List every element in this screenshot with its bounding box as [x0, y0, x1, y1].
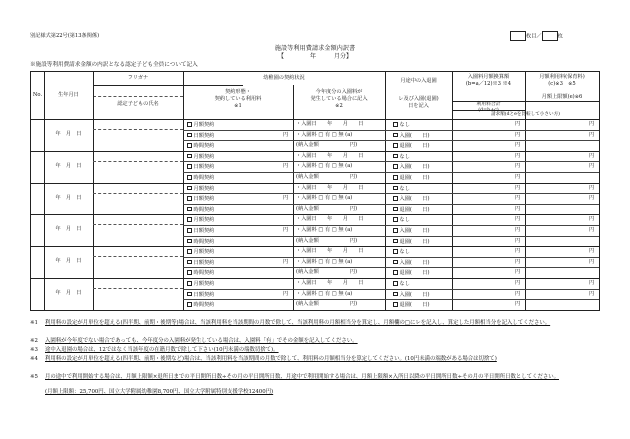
child-name-field[interactable] — [93, 288, 183, 310]
monthly-conv-yen: 円 — [515, 184, 521, 191]
daily-contract-checkbox[interactable] — [187, 164, 192, 169]
header-total-line2: (d=b+c) — [478, 107, 499, 113]
child-name-field[interactable] — [93, 161, 183, 183]
midyear-leave-checkbox[interactable] — [393, 175, 398, 180]
midyear-none-label: なし — [399, 185, 410, 192]
claim-yen: 円 — [515, 174, 521, 180]
note-mark: ※5 — [30, 374, 38, 380]
daily-contract-label: 日額契約 — [193, 196, 215, 203]
header-midyear-mark-line2: 日を記入 — [408, 102, 429, 109]
hourly-contract-option[interactable] — [187, 270, 214, 276]
hourly-contract-checkbox[interactable] — [187, 175, 192, 180]
midyear-none-option[interactable] — [393, 186, 410, 192]
daily-contract-checkbox[interactable] — [187, 260, 192, 265]
monthly-contract-label: 月額契約 — [193, 280, 215, 287]
midyear-none-checkbox[interactable] — [393, 249, 398, 254]
header-no: No. — [32, 92, 43, 98]
header-monthly-conv — [452, 74, 525, 88]
monthly-contract-checkbox[interactable] — [187, 154, 192, 159]
row-no[interactable] — [31, 183, 44, 215]
hourly-contract-label: 時間契約 — [193, 206, 215, 213]
midyear-leave-checkbox[interactable] — [393, 239, 398, 244]
cap-amounts-note: (月額上限額：25,700円、国立大学附属幼稚園8,700円、国立大学附属特別支援学校12400円) — [45, 389, 274, 395]
sub-row-line — [183, 225, 599, 226]
total-yen: 円 — [515, 195, 521, 202]
row-no[interactable] — [31, 151, 44, 183]
hourly-contract-checkbox[interactable] — [187, 270, 192, 275]
midyear-enter-option[interactable] — [393, 292, 430, 298]
furigana-field[interactable] — [93, 151, 183, 161]
daily-contract-label: 日額契約 — [193, 164, 215, 171]
period-line — [0, 53, 630, 61]
total-yen: 円 — [515, 163, 521, 170]
header-contract-form — [183, 89, 293, 109]
daily-contract-label: 日額契約 — [193, 227, 215, 234]
hourly-contract-label: 時間契約 — [193, 302, 215, 309]
form-code: 別記様式第22号(第13条関係) — [30, 33, 100, 39]
monthly-fee-yen: 円 — [589, 248, 595, 255]
claim-yen: 円 — [515, 142, 521, 149]
payment-amount-field[interactable]: (納入金額 円) — [296, 205, 358, 212]
monthly-contract-label: 月額契約 — [193, 121, 215, 128]
birth-date[interactable]: 年 月 日 — [55, 131, 82, 137]
sub-row-line — [183, 289, 599, 290]
midyear-none-option[interactable] — [393, 281, 410, 287]
page-number-box[interactable] — [510, 31, 526, 41]
cap-yen: 円 — [589, 195, 595, 202]
entry-fee-option[interactable]: ・入園料 □ 有 □ 無 (a) — [296, 227, 353, 233]
sub-row-line — [183, 130, 599, 131]
entry-date-field[interactable]: ・入園日 年 月 日 — [296, 152, 364, 159]
header-midyear-group: 月途中の入退園 — [400, 78, 437, 84]
header-monthly-conv-line1: 入園料月額換算額 — [467, 74, 510, 80]
instruction: ※施設等利用費請求金額の内訳となる認定子ども全員について記入 — [30, 62, 198, 68]
header-fiscal-line2: 発生している場合に記入 — [310, 95, 368, 102]
monthly-conv-yen: 円 — [515, 121, 521, 127]
period-open: 【 — [277, 53, 284, 60]
furigana-field[interactable] — [93, 214, 183, 224]
daily-contract-checkbox[interactable] — [187, 196, 192, 201]
midyear-none-label: なし — [399, 121, 410, 128]
entry-fee-option[interactable]: ・入園料 □ 有 □ 無 (a) — [296, 131, 353, 138]
hourly-contract-label: 時間契約 — [193, 238, 215, 245]
midyear-enter-option[interactable] — [393, 228, 430, 234]
child-name-field[interactable] — [93, 224, 183, 246]
monthly-contract-label: 月額契約 — [193, 249, 215, 256]
payment-amount-field[interactable]: (納入金額 円) — [296, 142, 358, 149]
midyear-none-checkbox[interactable] — [393, 122, 398, 127]
monthly-conv-yen: 円 — [515, 248, 521, 255]
midyear-none-label: なし — [399, 280, 410, 287]
midyear-leave-checkbox[interactable] — [393, 270, 398, 275]
midyear-none-option[interactable] — [393, 122, 410, 128]
entry-date-field[interactable]: ・入園日 年 月 日 — [296, 121, 364, 127]
hourly-contract-option[interactable] — [187, 239, 214, 245]
payment-amount-field[interactable]: (納入金額 円) — [296, 237, 358, 244]
header-child-name: 認定子どもの氏名 — [117, 101, 159, 107]
daily-contract-checkbox[interactable] — [187, 133, 192, 138]
row-no[interactable] — [31, 119, 44, 151]
midyear-enter-checkbox[interactable] — [393, 133, 398, 138]
claim-line — [525, 140, 599, 141]
midyear-none-option[interactable] — [393, 217, 410, 223]
midyear-enter-label: 入園( 日) — [399, 132, 430, 139]
birth-date[interactable]: 年 月 日 — [55, 290, 82, 296]
midyear-none-label: なし — [399, 217, 410, 224]
header-monthly-fee-line1: 月額利用料(保育料) — [539, 74, 585, 80]
contract-yen-unit: 円 — [283, 131, 289, 138]
midyear-leave-option[interactable] — [393, 175, 430, 181]
midyear-leave-option[interactable] — [393, 239, 430, 245]
midyear-leave-label: 退園( 日) — [399, 238, 430, 245]
monthly-contract-option[interactable] — [187, 154, 214, 160]
monthly-contract-checkbox[interactable] — [187, 186, 192, 191]
header-total-line1: 利用料合計 — [476, 102, 501, 107]
hourly-contract-option[interactable] — [187, 207, 214, 213]
header-contract-form-line3: ※1 — [234, 102, 242, 109]
monthly-contract-checkbox[interactable] — [187, 281, 192, 286]
total-yen: 円 — [515, 258, 521, 265]
header-fiscal-line1: 今年度分の入園料が — [315, 89, 363, 95]
page-counter — [510, 31, 563, 41]
header-birth: 生年月日 — [58, 92, 79, 98]
cap-yen: 円 — [589, 290, 595, 297]
total-yen: 円 — [515, 227, 521, 233]
child-name-field[interactable] — [93, 193, 183, 215]
entry-fee-option[interactable]: ・入園料 □ 有 □ 無 (a) — [296, 258, 353, 265]
note-mark: ※1 — [30, 320, 38, 326]
monthly-contract-label: 月額契約 — [193, 185, 215, 192]
midyear-enter-option[interactable] — [393, 164, 430, 170]
daily-contract-option[interactable] — [187, 228, 214, 234]
page-counter-suffix1: 枚目／ — [526, 33, 542, 40]
monthly-contract-option[interactable] — [187, 249, 214, 255]
monthly-contract-checkbox[interactable] — [187, 122, 192, 127]
payment-amount-field[interactable]: (納入金額 円) — [296, 269, 358, 276]
page-total-box[interactable] — [542, 31, 558, 41]
daily-contract-option[interactable] — [187, 292, 214, 298]
cap-yen: 円 — [589, 163, 595, 170]
midyear-leave-label: 退園( 日) — [399, 302, 430, 309]
hourly-contract-checkbox[interactable] — [187, 302, 192, 307]
midyear-enter-checkbox[interactable] — [393, 228, 398, 233]
header-contract-group: 幼稚園の契約状況 — [263, 75, 305, 81]
midyear-enter-checkbox[interactable] — [393, 196, 398, 201]
page-counter-suffix2: 枚 — [557, 33, 563, 40]
hourly-contract-checkbox[interactable] — [187, 207, 192, 212]
note-mark: ※2 — [30, 338, 38, 344]
claim-line — [525, 236, 599, 237]
note-text: 途中入退園の場合は、12ではなく当該年度の在籍月数で除して下さい(10円未満の端数切捨て)。 — [45, 347, 279, 353]
hourly-contract-option[interactable] — [187, 302, 214, 308]
midyear-leave-option[interactable] — [393, 143, 430, 149]
midyear-none-checkbox[interactable] — [393, 186, 398, 191]
midyear-leave-label: 退園( 日) — [399, 174, 430, 181]
midyear-leave-checkbox[interactable] — [393, 207, 398, 212]
payment-amount-field[interactable]: (納入金額 円) — [296, 174, 358, 180]
monthly-fee-yen: 円 — [589, 280, 595, 286]
entry-date-field[interactable]: ・入園日 年 月 日 — [296, 280, 364, 286]
daily-contract-option[interactable] — [187, 164, 214, 170]
daily-contract-option[interactable] — [187, 133, 214, 139]
daily-contract-option[interactable] — [187, 260, 214, 266]
midyear-leave-option[interactable] — [393, 207, 430, 213]
claim-line — [525, 204, 599, 205]
midyear-leave-option[interactable] — [393, 302, 430, 308]
header-monthly-fee — [525, 74, 599, 88]
contract-yen-unit: 円 — [283, 195, 289, 202]
monthly-contract-option[interactable] — [187, 217, 214, 223]
payment-amount-field[interactable]: (納入金額 円) — [296, 301, 358, 308]
contract-yen-unit: 円 — [283, 227, 289, 233]
page-title: 施設等利用費請求金額内訳書 — [274, 45, 356, 52]
midyear-none-label: なし — [399, 153, 410, 160]
entry-fee-option[interactable]: ・入園料 □ 有 □ 無 (a) — [296, 290, 353, 297]
birth-date[interactable]: 年 月 日 — [55, 162, 82, 169]
claim-line — [525, 267, 599, 268]
contract-yen-unit: 円 — [283, 290, 289, 297]
header-midyear-mark — [385, 96, 452, 110]
monthly-contract-option[interactable] — [187, 122, 214, 128]
monthly-fee-yen: 円 — [589, 216, 595, 223]
daily-contract-label: 日額契約 — [193, 291, 215, 298]
midyear-none-checkbox[interactable] — [393, 154, 398, 159]
midyear-none-label: なし — [399, 249, 410, 256]
hourly-contract-label: 時間契約 — [193, 270, 215, 277]
claim-yen: 円 — [515, 205, 521, 212]
note-mark: ※3 — [30, 347, 38, 353]
note-mark: ※4 — [30, 356, 38, 362]
claim-yen: 円 — [515, 237, 521, 244]
midyear-enter-label: 入園( 日) — [399, 227, 430, 234]
monthly-contract-label: 月額契約 — [193, 217, 215, 224]
midyear-enter-label: 入園( 日) — [399, 164, 430, 171]
header-fiscal-line3: ※2 — [335, 102, 343, 109]
midyear-none-option[interactable] — [393, 154, 410, 160]
row-no[interactable] — [31, 278, 44, 310]
header-cap: 月額上限額(e)※6 — [541, 94, 583, 100]
entry-fee-option[interactable]: ・入園料 □ 有 □ 無 (a) — [296, 195, 353, 202]
total-yen: 円 — [515, 290, 521, 297]
midyear-leave-checkbox[interactable] — [393, 143, 398, 148]
cap-yen: 円 — [589, 131, 595, 138]
birth-date[interactable]: 年 月 日 — [55, 194, 82, 201]
furigana-field[interactable] — [93, 246, 183, 256]
header-monthly-conv-line2: (b=a／12)※3 ※4 — [465, 80, 512, 87]
claim-line — [525, 299, 599, 300]
contract-yen-unit: 円 — [283, 163, 289, 170]
midyear-enter-option[interactable] — [393, 196, 430, 202]
hourly-contract-label: 時間契約 — [193, 174, 215, 181]
midyear-enter-checkbox[interactable] — [393, 260, 398, 265]
midyear-enter-checkbox[interactable] — [393, 164, 398, 169]
birth-date[interactable]: 年 月 日 — [55, 226, 82, 233]
furigana-field[interactable] — [93, 183, 183, 193]
claim-yen: 円 — [515, 269, 521, 276]
midyear-none-checkbox[interactable] — [393, 217, 398, 222]
entry-fee-option[interactable]: ・入園料 □ 有 □ 無 (a) — [296, 163, 353, 170]
daily-contract-checkbox[interactable] — [187, 228, 192, 233]
total-yen: 円 — [515, 131, 521, 138]
monthly-conv-yen: 円 — [515, 152, 521, 159]
daily-contract-label: 日額契約 — [193, 132, 215, 139]
daily-contract-option[interactable] — [187, 196, 214, 202]
hourly-contract-checkbox[interactable] — [187, 143, 192, 148]
entry-date-field[interactable]: ・入園日 年 月 日 — [296, 248, 364, 255]
midyear-enter-label: 入園( 日) — [399, 196, 430, 203]
midyear-leave-label: 退園( 日) — [399, 143, 430, 150]
furigana-field[interactable] — [93, 278, 183, 288]
contract-yen-unit: 円 — [283, 258, 289, 265]
monthly-contract-option[interactable] — [187, 281, 214, 287]
monthly-contract-label: 月額契約 — [193, 153, 215, 160]
hourly-contract-checkbox[interactable] — [187, 239, 192, 244]
header-contract-form-line2: 契約している利用料 — [214, 95, 262, 102]
midyear-none-option[interactable] — [393, 249, 410, 255]
midyear-enter-checkbox[interactable] — [393, 292, 398, 297]
cap-yen: 円 — [589, 227, 595, 233]
row-no[interactable] — [31, 246, 44, 278]
entry-date-field[interactable]: ・入園日 年 月 日 — [296, 216, 364, 223]
midyear-none-checkbox[interactable] — [393, 281, 398, 286]
note-text: 月の途中で利用開始する場合は、月額上限額×退所日までの平日開所日数÷その月の平日開所日数、月途中で利用開始する場合は、月額上限額×入所日以降の平日開所日数÷その月の平日開所日数としてください。 — [45, 374, 560, 380]
hourly-contract-option[interactable] — [187, 175, 214, 181]
monthly-conv-yen: 円 — [515, 216, 521, 223]
sub-row-line — [183, 161, 599, 162]
monthly-fee-yen: 円 — [589, 121, 595, 127]
claim-line — [525, 172, 599, 173]
midyear-leave-option[interactable] — [393, 270, 430, 276]
daily-contract-label: 日額契約 — [193, 259, 215, 266]
monthly-contract-option[interactable] — [187, 186, 214, 192]
birth-date[interactable]: 年 月 日 — [55, 258, 82, 265]
monthly-fee-yen: 円 — [589, 184, 595, 191]
header-monthly-fee-line2: (c)※3 ※5 — [548, 80, 576, 87]
note-text: 利用料の設定が月単位を超える(四半期、前期・後期等)場合は、当該利用料を当該期間の月数で除して、当該利用料の月額相当分を算定し、月額欄の□にレを記入し、算定した月額相当分を記入してください。 — [45, 320, 551, 326]
entry-date-field[interactable]: ・入園日 年 月 日 — [296, 184, 364, 191]
hourly-contract-label: 時間契約 — [193, 143, 215, 150]
header-midyear-mark-line1: レ及び入園(退園) — [398, 96, 439, 102]
child-name-field[interactable] — [93, 256, 183, 278]
hourly-contract-option[interactable] — [187, 143, 214, 149]
note-text: 入園料が今年度でない場合であっても、今年度分の入園料が発生している場合は、入園料「有」でその金額を記入してください。 — [45, 338, 358, 344]
sub-row-line — [183, 257, 599, 258]
period-month: 月分】 — [334, 53, 353, 60]
furigana-field[interactable] — [93, 119, 183, 129]
monthly-fee-yen: 円 — [589, 152, 595, 159]
sub-row-line — [183, 193, 599, 194]
row-no[interactable] — [31, 214, 44, 246]
child-name-field[interactable] — [93, 129, 183, 151]
monthly-contract-checkbox[interactable] — [187, 249, 192, 254]
header-contract-form-line1: 契約形態・ — [225, 89, 251, 95]
midyear-leave-label: 退園( 日) — [399, 206, 430, 213]
header-claim: 請求額(dとeを比較して小さい方) — [491, 112, 560, 117]
midyear-enter-option[interactable] — [393, 133, 430, 139]
midyear-leave-checkbox[interactable] — [393, 302, 398, 307]
period-year: 年 — [309, 53, 316, 60]
monthly-conv-yen: 円 — [515, 280, 521, 286]
header-furigana: フリガナ — [127, 75, 149, 81]
midyear-enter-option[interactable] — [393, 260, 430, 266]
daily-contract-checkbox[interactable] — [187, 292, 192, 297]
breakdown-table — [30, 71, 600, 311]
midyear-enter-label: 入園( 日) — [399, 291, 430, 298]
header-fiscal — [293, 89, 385, 109]
midyear-leave-label: 退園( 日) — [399, 270, 430, 277]
monthly-contract-checkbox[interactable] — [187, 217, 192, 222]
cap-yen: 円 — [589, 258, 595, 265]
note-text: 利用料の設定が月単位を超える(四半期、前期・後期など)場合は、当該利用料を当該期間の月数で除して、利用料の月額相当分を算定してください。(10円未満の端数がある場合は切捨て) — [45, 356, 497, 362]
claim-yen: 円 — [515, 301, 521, 308]
midyear-enter-label: 入園( 日) — [399, 259, 430, 266]
